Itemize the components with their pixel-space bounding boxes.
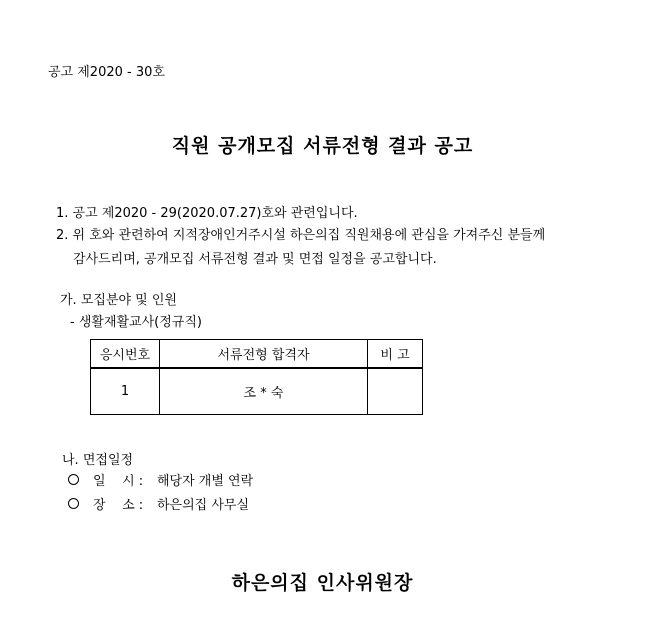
circle-bullet-icon [68,474,79,485]
schedule-item-date [68,470,253,489]
section-a-item: - 생활재활교사(정규직) [70,315,202,330]
section-b-heading: 나. 면접일정 [62,453,134,468]
signature: 하은의집 인사위원장 [231,572,414,594]
schedule-label: 장 소 : [93,498,144,513]
table-row [91,368,423,415]
header-passed-applicant: 서류전형 합격자 [160,340,368,368]
schedule-value: 하은의집 사무실 [157,498,250,513]
document-title: 직원 공개모집 서류전형 결과 공고 [171,135,474,157]
schedule-label: 일 시 : [93,474,144,489]
header-remarks: 비 고 [368,340,423,368]
document-number: 공고 제2020 - 30호 [48,65,165,80]
schedule-item-place [68,494,249,513]
schedule-value: 해당자 개별 연락 [157,474,254,489]
section-a-heading: 가. 모집분야 및 인원 [60,293,177,308]
result-table [90,339,423,415]
cell-passed-applicant: 조 * 숙 [160,368,368,415]
circle-bullet-icon [68,498,79,509]
cell-applicant-number: 1 [91,368,160,415]
table-header-row [91,340,423,368]
cell-remarks [368,368,423,415]
paragraph-1: 1. 공고 제2020 - 29(2020.07.27)호와 관련입니다. [56,206,358,221]
header-applicant-number: 응시번호 [91,340,160,368]
paragraph-2: 2. 위 호와 관련하여 지적장애인거주시설 하은의집 직원채용에 관심을 가져주신 분들께 [56,228,546,243]
paragraph-2-continued: 감사드리며, 공개모집 서류전형 결과 및 면접 일정을 공고합니다. [73,252,437,267]
